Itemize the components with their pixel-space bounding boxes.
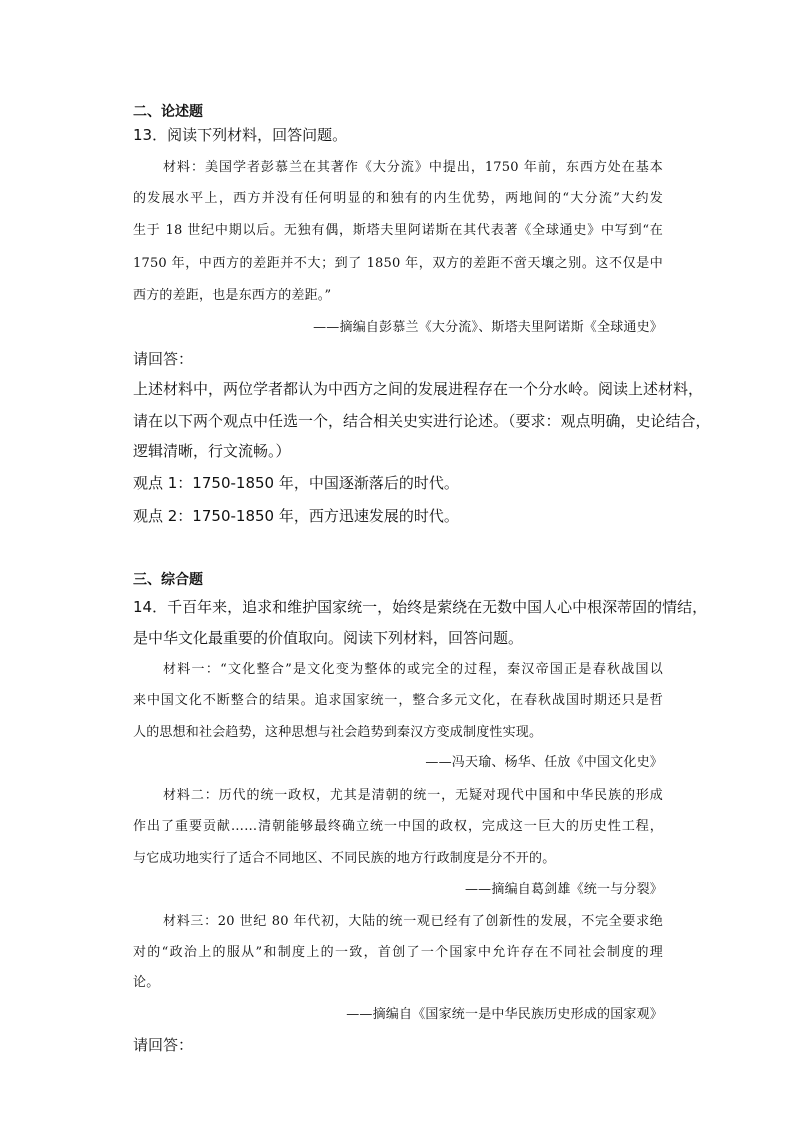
q14-material2-line: 材料二：历代的统一政权，尤其是清朝的统一，无疑对现代中国和中华民族的形成	[163, 788, 663, 803]
q14-material1-source: ——冯天瑜、杨华、任放《中国文化史》	[425, 755, 663, 770]
q14-stem-line: 是中华文化最重要的价值取向。阅读下列材料，回答问题。	[133, 629, 524, 647]
q13-viewpoint-2: 观点 2：1750-1850 年，西方迅速发展的时代。	[133, 507, 459, 525]
q13-question-line: 逻辑清晰，行文流畅。）	[133, 442, 291, 460]
q14-material2-source: ——摘编自葛剑雄《统一与分裂》	[464, 882, 663, 897]
q13-viewpoint-1: 观点 1：1750-1850 年，中国逐渐落后的时代。	[133, 474, 459, 492]
q14-material1-line: 材料一：“文化整合”是文化变为整体的或完全的过程，秦汉帝国正是春秋战国以	[163, 662, 663, 677]
section-heading-3: 三、综合题	[133, 572, 203, 588]
q13-question-line: 请在以下两个观点中任选一个，结合相关史实进行论述。（要求：观点明确，史论结合，	[133, 412, 711, 430]
q14-stem-line: 14．千百年来，追求和维护国家统一，始终是萦绕在无数中国人心中根深蒂固的情结，	[133, 598, 708, 616]
q13-material-line: 西方的差距，也是东西方的差距。”	[133, 288, 332, 303]
q14-material2-line: 作出了重要贡献……清朝能够最终确立统一中国的政权，完成这一巨大的历史性工程，	[133, 819, 663, 834]
q14-material3-line: 对的“政治上的服从”和制度上的一致，首创了一个国家中允许存在不同社会制度的理	[133, 945, 663, 960]
q13-material-line: 1750 年，中西方的差距并不大；到了 1850 年，双方的差距不啻天壤之别。这不仅是中	[133, 256, 663, 271]
q14-material3-line: 论。	[133, 975, 160, 990]
q13-answer-label: 请回答：	[133, 350, 194, 368]
q14-material1-line: 来中国文化不断整合的结果。追求国家统一，整合多元文化，在春秋战国时期还只是哲	[133, 693, 663, 708]
section-heading-2: 二、论述题	[133, 104, 203, 120]
q14-material3-line: 材料三：20 世纪 80 年代初，大陆的统一观已经有了创新性的发展，不完全要求绝	[163, 914, 663, 929]
q13-material-line: 的发展水平上，西方并没有任何明显的和独有的内生优势，两地间的“大分流”大约发	[133, 191, 663, 206]
q13-stem: 13．阅读下列材料，回答问题。	[133, 126, 348, 144]
q13-question-line: 上述材料中，两位学者都认为中西方之间的发展进程存在一个分水岭。阅读上述材料，	[133, 380, 704, 398]
q13-material-line: 生于 18 世纪中期以后。无独有偶，斯塔夫里阿诺斯在其代表著《全球通史》中写到“在	[133, 223, 663, 238]
q13-material-line: 材料：美国学者彭慕兰在其著作《大分流》中提出，1750 年前，东西方处在基本	[163, 160, 663, 175]
q14-answer-label: 请回答：	[133, 1036, 194, 1054]
q14-material3-source: ——摘编自《国家统一是中华民族历史形成的国家观》	[346, 1007, 663, 1022]
q14-material1-line: 人的思想和社会趋势，这种思想与社会趋势到秦汉方变成制度性实现。	[133, 725, 543, 740]
q14-material2-line: 与它成功地实行了适合不同地区、不同民族的地方行政制度是分不开的。	[133, 851, 556, 866]
q13-source: ——摘编自彭慕兰《大分流》、斯塔夫里阿诺斯《全球通史》	[313, 320, 663, 335]
